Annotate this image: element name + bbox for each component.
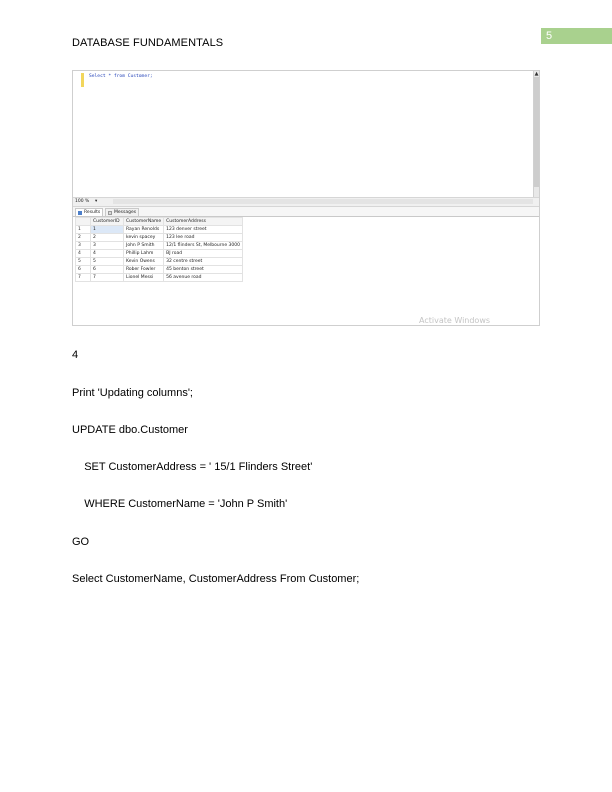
table-row[interactable] [76,266,243,274]
column-header-customerid[interactable]: CustomerID [91,218,124,226]
table-row[interactable] [76,226,243,234]
editor-vertical-scrollbar[interactable] [533,71,539,197]
table-row[interactable] [76,274,243,282]
column-header-customeraddress[interactable]: CustomerAddress [164,218,243,226]
cell-customeraddress[interactable]: BJ road [164,250,243,258]
tab-messages[interactable] [105,208,139,216]
cell-customername[interactable]: Kevin Owens [124,258,164,266]
cell-customerid[interactable]: 2 [91,234,124,242]
cell-customerid[interactable]: 1 [91,226,124,234]
row-number: 4 [76,250,91,258]
cell-customeraddress[interactable]: 123 lee road [164,234,243,242]
query-text[interactable]: Select * from Customer; [89,74,153,79]
scroll-thumb[interactable] [534,77,539,187]
table-row[interactable] [76,250,243,258]
page-number: 5 [541,28,612,44]
tab-results-label: Results [84,210,101,215]
sql-line-update: UPDATE dbo.Customer [72,424,188,436]
table-row[interactable] [76,258,243,266]
step-number: 4 [72,349,79,361]
ssms-screenshot [72,70,540,326]
column-header-customername[interactable]: CustomerName [124,218,164,226]
table-row[interactable] [76,242,243,250]
cell-customeraddress[interactable]: 45 benton street [164,266,243,274]
cell-customername[interactable]: Lionel Messi [124,274,164,282]
row-number: 5 [76,258,91,266]
results-tabs [73,207,539,217]
cell-customername[interactable]: kevin spacey [124,234,164,242]
activate-windows-watermark: Activate Windows [419,316,491,325]
row-number: 3 [76,242,91,250]
change-marker [81,73,84,87]
cell-customeraddress[interactable]: 32 centre street [164,258,243,266]
row-number: 7 [76,274,91,282]
cell-customeraddress[interactable]: 12/1 flinders St, Melbourne 3000 [164,242,243,250]
row-number-header [76,218,91,226]
grid-icon [78,211,82,215]
sql-line-select: Select CustomerName, CustomerAddress From Customer; [72,573,360,585]
sql-line-print: Print 'Updating columns'; [72,387,193,399]
cell-customername[interactable]: Rayan Renolds [124,226,164,234]
running-header: DATABASE FUNDAMENTALS [72,37,224,49]
cell-customername[interactable]: Rober Fowler [124,266,164,274]
table-row[interactable] [76,234,243,242]
editor-horizontal-scrollbar[interactable] [113,199,533,204]
message-icon [108,211,112,215]
sql-line-where: WHERE CustomerName = 'John P Smith' [72,498,288,510]
zoom-level[interactable]: 100 % [75,199,90,204]
tab-messages-label: Messages [114,210,137,215]
chevron-down-icon[interactable]: ▾ [95,199,98,204]
zoom-bar [73,197,539,207]
tab-results[interactable] [75,208,103,216]
cell-customerid[interactable]: 4 [91,250,124,258]
scroll-up-icon[interactable]: ▲ [534,71,539,77]
cell-customername[interactable]: Phillip Lahm [124,250,164,258]
query-editor[interactable] [73,71,539,197]
sql-line-set: SET CustomerAddress = ' 15/1 Flinders Street' [72,461,313,473]
row-number: 1 [76,226,91,234]
cell-customerid[interactable]: 5 [91,258,124,266]
cell-customername[interactable]: John P Smith [124,242,164,250]
cell-customerid[interactable]: 7 [91,274,124,282]
row-number: 2 [76,234,91,242]
cell-customerid[interactable]: 6 [91,266,124,274]
row-number: 6 [76,266,91,274]
cell-customeraddress[interactable]: 56 avenue road [164,274,243,282]
grid-header-row [76,218,243,226]
cell-customeraddress[interactable]: 123 denver street [164,226,243,234]
cell-customerid[interactable]: 3 [91,242,124,250]
sql-line-go: GO [72,536,90,548]
results-grid [75,217,243,282]
